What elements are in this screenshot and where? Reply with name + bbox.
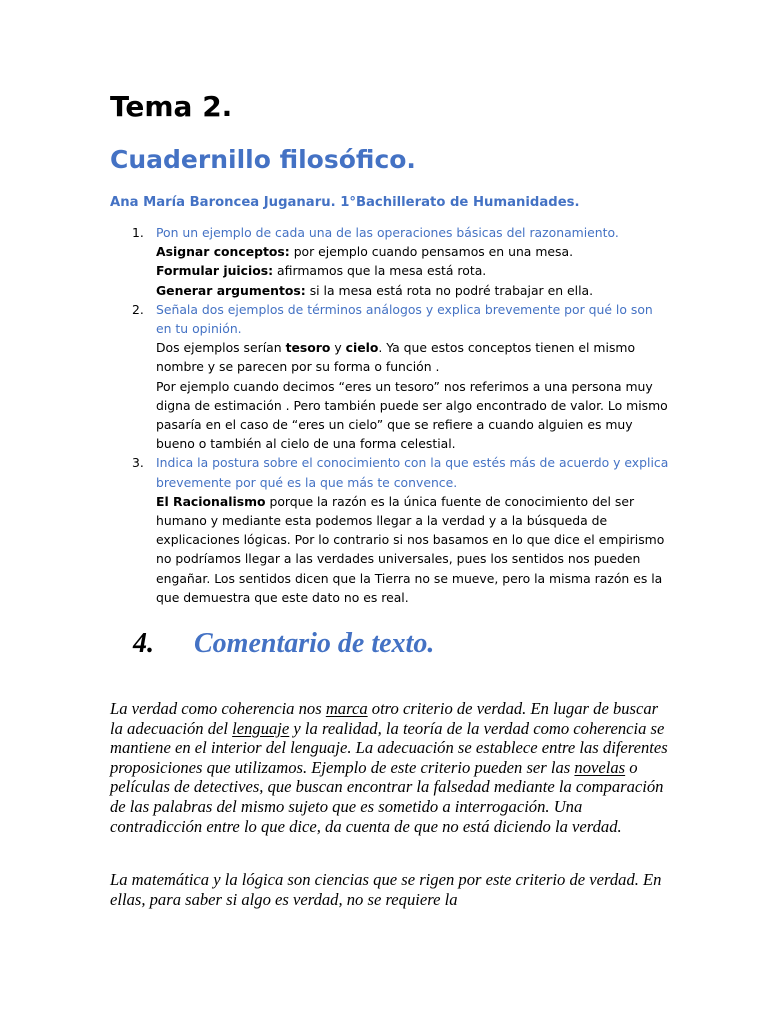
document-subtitle: Cuadernillo filosófico. bbox=[110, 145, 416, 174]
answer-term: Asignar conceptos: bbox=[156, 244, 290, 260]
paragraph-text: otro criterio de verdad. En lugar de buscar la adecuación del bbox=[110, 699, 659, 738]
commentary-paragraph: La matemática y la lógica son ciencias que se rigen por este criterio de verdad. En ellas, para saber si algo es verdad, no se requiere la bbox=[110, 870, 662, 909]
paragraph-text: o películas de detectives, que buscan encontrar la falsedad mediante la comparación de las palabras del mismo sujeto que es sometido a interrogación. Una contradicción entre lo que dice, da cuenta de que no está diciendo la verdad. bbox=[110, 757, 664, 836]
question-item-3 bbox=[110, 453, 670, 607]
answer-line bbox=[156, 261, 670, 280]
document-title: Tema 2. bbox=[110, 90, 233, 123]
answer-term: tesoro bbox=[285, 340, 331, 356]
paragraph-text: La verdad como coherencia nos bbox=[110, 699, 326, 718]
question-number: 1. bbox=[132, 225, 144, 240]
answer-term: El Racionalismo bbox=[156, 493, 266, 509]
answer-text: afirmamos que la mesa está rota. bbox=[273, 263, 487, 279]
answer-text: si la mesa está rota no podré trabajar en ella. bbox=[305, 282, 594, 298]
answer-term: cielo bbox=[345, 340, 379, 356]
underlined-word: marca bbox=[325, 699, 368, 718]
answer-text: y bbox=[330, 340, 346, 356]
answer-paragraph: Por ejemplo cuando decimos “eres un tesoro” nos referimos a una persona muy digna de estimación . Pero también puede ser algo encontrado de valor. Lo mismo pasaría en el caso de “eres un cielo” que se refiere a cuando alguien es muy bueno o también al cielo de una forma celestial. bbox=[156, 378, 668, 452]
answer-text: porque la razón es la única fuente de conocimiento del ser humano y mediante esta podemos llegar a la verdad y a la búsqueda de explicaciones lógicas. Por lo contrario si nos basamos en lo que dice el empirismo no podríamos llegar a las verdades universales, pues los sentidos nos pueden engañar. Los sentidos dicen que la Tierra no se mueve, pero la misma razón es la que demuestra que este dato no es real. bbox=[156, 493, 665, 605]
author-line: Ana María Baroncea Juganaru. 1°Bachillerato de Humanidades. bbox=[110, 195, 580, 210]
question-text: Pon un ejemplo de cada una de las operaciones básicas del razonamiento. bbox=[156, 225, 619, 240]
section-number: 4. bbox=[133, 628, 154, 659]
answer-text: por ejemplo cuando pensamos en una mesa. bbox=[289, 244, 574, 260]
answer-paragraph bbox=[156, 338, 670, 376]
section-heading bbox=[133, 627, 434, 661]
question-number: 2. bbox=[132, 301, 144, 317]
answer-text: Dos ejemplos serían bbox=[156, 340, 286, 356]
underlined-word: lenguaje bbox=[232, 718, 290, 738]
answer-term: Formular juicios: bbox=[156, 263, 274, 279]
question-text: Señala dos ejemplos de términos análogos y explica brevemente por qué lo son en tu opinión. bbox=[156, 301, 653, 337]
question-text: Indica la postura sobre el conocimiento con la que estés más de acuerdo y explica brevemente por qué es la que más te convence. bbox=[156, 455, 669, 490]
answer-term: Generar argumentos: bbox=[156, 282, 306, 298]
answer-text: . Ya que estos conceptos tienen el mismo nombre y se parecen por su forma o función . bbox=[156, 340, 636, 375]
paragraph-text: y la realidad, la teoría de la verdad como coherencia se mantiene en el interior del lenguaje. La adecuación se establece entre las diferentes proposiciones que utilizamos. Ejemplo de este criterio pueden ser las bbox=[110, 718, 668, 777]
answer-paragraph bbox=[156, 492, 670, 607]
section-title: Comentario de texto. bbox=[194, 628, 435, 659]
commentary-paragraph bbox=[110, 699, 670, 836]
question-item-2 bbox=[110, 300, 670, 454]
underlined-word: novelas bbox=[574, 757, 626, 777]
question-number: 3. bbox=[132, 455, 144, 471]
answer-line bbox=[156, 242, 670, 261]
question-item-1 bbox=[110, 223, 670, 300]
questions-list bbox=[110, 223, 670, 607]
answer-line bbox=[156, 281, 670, 300]
